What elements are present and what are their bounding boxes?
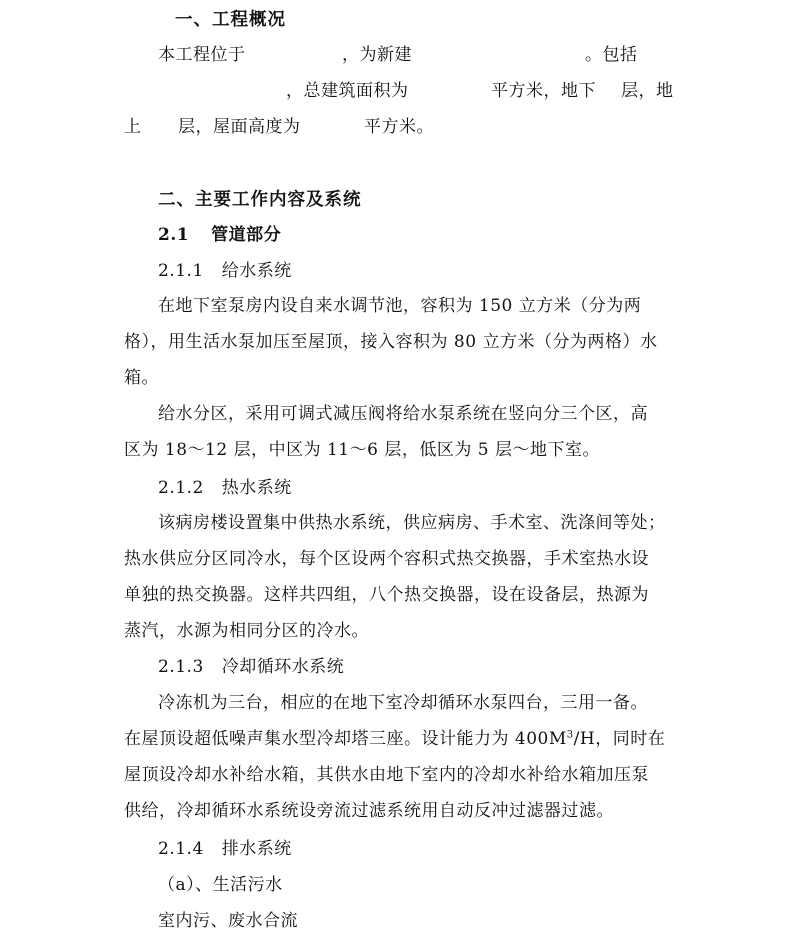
section2-heading: 二、主要工作内容及系统 <box>158 190 362 210</box>
subsection-heading-2-1 <box>158 224 281 246</box>
paragraph-line: 该病房楼设置集中供热水系统，供应病房、手术室、洗涤间等处； <box>158 513 666 533</box>
s1-text-i: 平方米。 <box>364 117 434 137</box>
text-segment: 在屋顶设超低噪声集水型冷却塔三座。设计能力为 400M <box>124 729 567 749</box>
heading-title: 给水系统 <box>221 261 292 281</box>
heading-number: 2.1.4 <box>158 839 204 859</box>
paragraph-line: 室内污、废水合流 <box>158 911 298 931</box>
s1-text-c: 。包括 <box>585 45 638 65</box>
paragraph-line: 在地下室泵房内设自来水调节池，容积为 150 立方米（分为两 <box>158 296 642 316</box>
s1-text-f: 层，地 <box>621 81 674 101</box>
paragraph-line: 热水供应分区同冷水，每个区设两个容积式热交换器，手术室热水设 <box>124 549 649 569</box>
text-segment: /H，同时在 <box>573 729 666 749</box>
paragraph-line: 给水分区，采用可调式减压阀将给水泵系统在竖向分三个区，高 <box>158 404 648 424</box>
paragraph-line: 箱。 <box>124 368 159 388</box>
subsubsection-heading-2-1-4 <box>158 838 292 860</box>
paragraph-line <box>124 728 665 750</box>
paragraph-line: 格），用生活水泵加压至屋顶，接入容积为 80 立方米（分为两格）水 <box>124 332 658 352</box>
heading-number: 2.1.1 <box>158 261 204 281</box>
paragraph-line: 冷冻机为三台，相应的在地下室冷却循环水泵四台，三用一备。 <box>158 693 648 713</box>
subsubsection-heading-2-1-3 <box>158 656 344 678</box>
heading-title: 冷却循环水系统 <box>221 657 345 677</box>
paragraph-line: 供给，冷却循环水系统设旁流过滤系统用自动反冲过滤器过滤。 <box>124 801 614 821</box>
subsection-title: 管道部分 <box>211 225 282 245</box>
subsubsection-heading-2-1-1 <box>158 260 292 282</box>
heading-number: 2.1.2 <box>158 478 204 498</box>
s1-text-g: 上 <box>124 117 142 137</box>
heading-title: 排水系统 <box>221 839 292 859</box>
subsection-number: 2.1 <box>158 225 190 245</box>
heading-number: 2.1.3 <box>158 657 204 677</box>
paragraph-line: 屋顶设冷却水补给水箱，其供水由地下室内的冷却水补给水箱加压泵 <box>124 765 649 785</box>
superscript: 3 <box>566 729 574 741</box>
s1-text-b: ，为新建 <box>342 45 412 65</box>
s1-text-e: 平方米，地下 <box>491 81 596 101</box>
s1-text-a: 本工程位于 <box>158 45 246 65</box>
paragraph-line: 蒸汽，水源为相同分区的冷水。 <box>124 621 369 641</box>
heading-title: 热水系统 <box>221 478 292 498</box>
s1-text-d: ，总建筑面积为 <box>286 81 409 101</box>
paragraph-line: 区为 18～12 层，中区为 11～6 层，低区为 5 层～地下室。 <box>124 440 600 460</box>
section1-heading: 一、工程概况 <box>175 10 286 30</box>
subsubsection-heading-2-1-2 <box>158 477 292 499</box>
s1-text-h: 层，屋面高度为 <box>178 117 301 137</box>
paragraph-line: 单独的热交换器。这样共四组，八个热交换器，设在设备层，热源为 <box>124 585 649 605</box>
list-item-a: （a）、生活污水 <box>158 875 283 895</box>
